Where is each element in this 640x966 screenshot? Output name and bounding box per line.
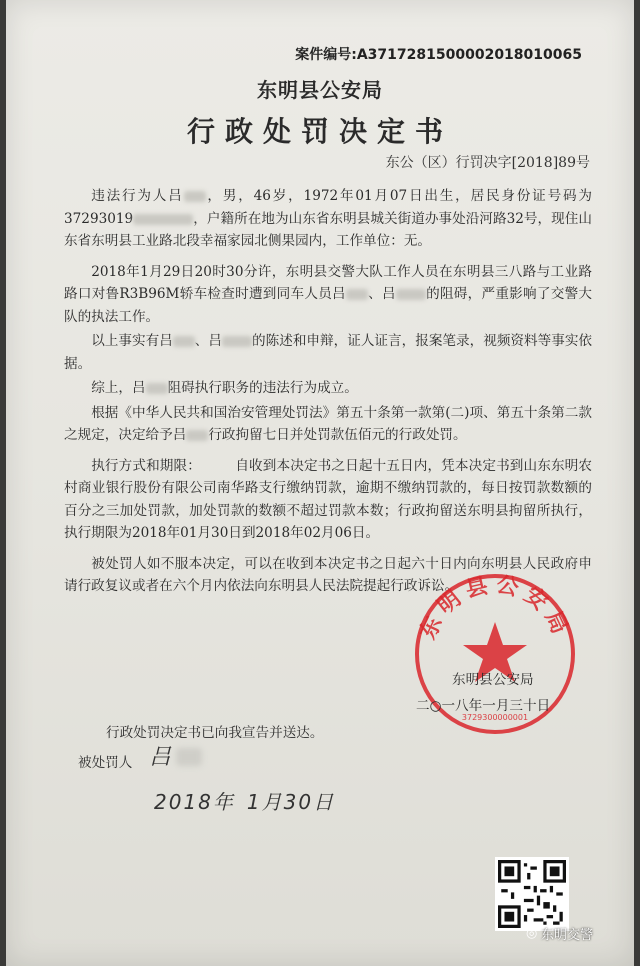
redacted-name xyxy=(346,289,368,300)
agency-heading: 东明县公安局 xyxy=(257,78,383,102)
signature-date: 二○一八年一月三十日 xyxy=(416,698,551,714)
qr-code-icon xyxy=(495,857,569,931)
redacted-name xyxy=(184,191,206,202)
paragraph-conclusion: 综上，吕 阻碍执行职务的违法行为成立。 xyxy=(91,380,358,396)
paragraph-evidence: 以上事实有吕 、吕 的陈述和申辩，证人证言，报案笔录，视频资料等事实依据。 xyxy=(64,333,593,372)
svg-text:3729300000001: 3729300000001 xyxy=(461,713,529,722)
paragraph-offender: 违法行为人吕 ，男，46岁，1972年01月07日出生，居民身份证号码为37293019 ，户籍所在地为山东省东明县城关街道办事处沿河路32号，现住山东省东明县工业路北段幸福家园北侧果园内，工作单位：无。 xyxy=(64,188,592,249)
document-page xyxy=(6,0,634,966)
case-number: 案件编号:A3717281500002018010065 xyxy=(295,47,582,63)
paragraph-legal-basis: 根据《中华人民共和国治安管理处罚法》第五十条第一款第(二)项、第五十条第二款之规定，决定给予吕 行政拘留七日并处罚款伍佰元的行政处罚。 xyxy=(64,404,592,443)
paragraph-incident: 2018年1月29日20时30分许，东明县交警大队工作人员在东明县三八路与工业路路口对鲁R3B96M轿车检查时遭到同车人员吕 、吕 的阻碍，严重影响了交警大队的执法工作。 xyxy=(64,263,593,325)
document-title: 行政处罚决定书 xyxy=(186,115,453,148)
redacted-signature xyxy=(176,748,202,766)
redacted-id xyxy=(133,214,193,225)
watermark-text: 东明交警 xyxy=(541,928,594,943)
signature-agency: 东明县公安局 xyxy=(452,672,534,688)
redacted-name xyxy=(222,336,252,347)
redacted-name xyxy=(396,289,426,300)
redacted-name xyxy=(146,383,168,394)
handwritten-name: 吕 xyxy=(149,745,172,770)
paragraph-execution: 执行方式和期限： 自收到本决定书之日起十五日内，凭本决定书到山东东明农村商业银行股份有限公司南华路支行缴纳罚款，逾期不缴纳罚款的，每日按罚款数额的百分之三加处罚款，加处罚款的数额不超过罚款本数；行政拘留送东明县拘留所执行，执行期限为2018年01月30日到2018年02月06日。 xyxy=(64,457,592,541)
wechat-icon: ◎ xyxy=(526,926,538,941)
redacted-name xyxy=(173,336,195,347)
svg-text:东明县公安局: 东明县公安局 xyxy=(415,572,575,644)
served-statement: 行政处罚决定书已向我宣告并送达。 xyxy=(106,725,324,741)
document-body xyxy=(64,185,592,600)
handwritten-date: 2018年 1月30日 xyxy=(154,790,336,814)
redacted-name xyxy=(186,430,208,441)
punished-person-label: 被处罚人 xyxy=(78,755,133,771)
paragraph-appeal: 被处罚人如不服本决定，可以在收到本决定书之日起六十日内向东明县人民政府申请行政复议或者在六个月内依法向东明县人民法院提起行政诉讼。 xyxy=(64,555,592,594)
document-number: 东公（区）行罚决字[2018]89号 xyxy=(385,155,590,171)
